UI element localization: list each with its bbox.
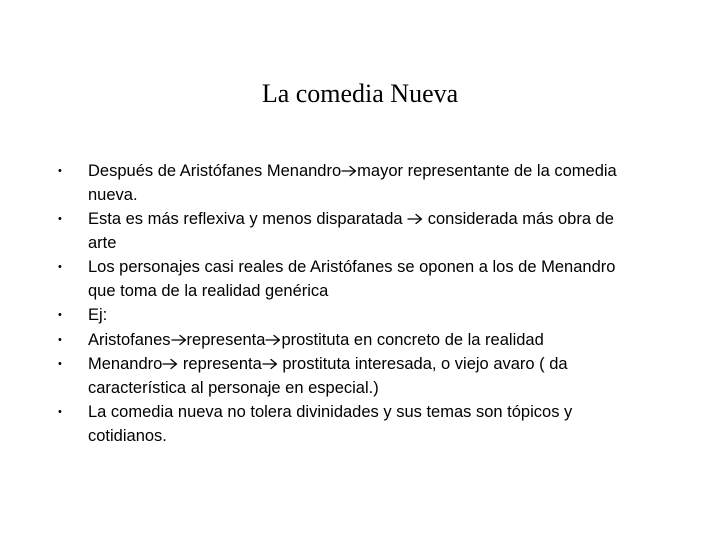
right-arrow-icon <box>407 213 423 225</box>
bullet-text: Esta es más reflexiva y menos disparatada <box>88 210 408 228</box>
bullet-dot-icon: • <box>58 406 62 418</box>
bullet-text: Ej: <box>88 306 108 324</box>
bullet-text: prostituta interesada, o viejo avaro ( da característica al personaje en especial.) <box>88 355 573 397</box>
bullet-item <box>0 401 720 448</box>
bullet-item <box>0 208 720 255</box>
bullet-text: Aristofanes <box>88 330 171 349</box>
bullet-text: prostituta en concreto de la realidad <box>281 330 544 349</box>
bullet-dot-icon: • <box>58 261 62 273</box>
bullet-text: Menandro <box>88 355 163 373</box>
bullet-dot-icon: • <box>58 165 62 177</box>
right-arrow-icon <box>262 358 278 370</box>
bullet-dot-icon: • <box>58 309 62 321</box>
slide-title: La comedia Nueva <box>261 79 459 108</box>
bullet-item <box>0 353 720 400</box>
bullet-dot-icon: • <box>58 333 62 346</box>
bullet-text: Después de Aristófanes Menandro <box>88 162 342 180</box>
bullet-item <box>0 256 720 303</box>
bullet-text: mayor representante de la comedia nueva. <box>88 162 622 204</box>
right-arrow-icon <box>265 334 281 346</box>
bullet-item <box>0 160 720 207</box>
bullet-text: La comedia nueva no tolera divinidades y sus temas son tópicos y cotidianos. <box>88 403 577 445</box>
bullet-text: Los personajes casi reales de Aristófanes se oponen a los de Menandro que toma de la realidad genérica <box>88 258 621 300</box>
bullet-item <box>0 329 720 353</box>
bullet-text: representa <box>178 355 262 373</box>
bullet-text: representa <box>186 330 266 349</box>
bullet-list <box>0 160 720 449</box>
bullet-dot-icon: • <box>58 213 62 225</box>
right-arrow-icon <box>341 165 357 177</box>
right-arrow-icon <box>162 358 178 370</box>
right-arrow-icon <box>171 334 187 346</box>
bullet-dot-icon: • <box>58 358 62 370</box>
bullet-item <box>0 304 720 328</box>
bullet-text: considerada más obra de arte <box>88 210 619 252</box>
